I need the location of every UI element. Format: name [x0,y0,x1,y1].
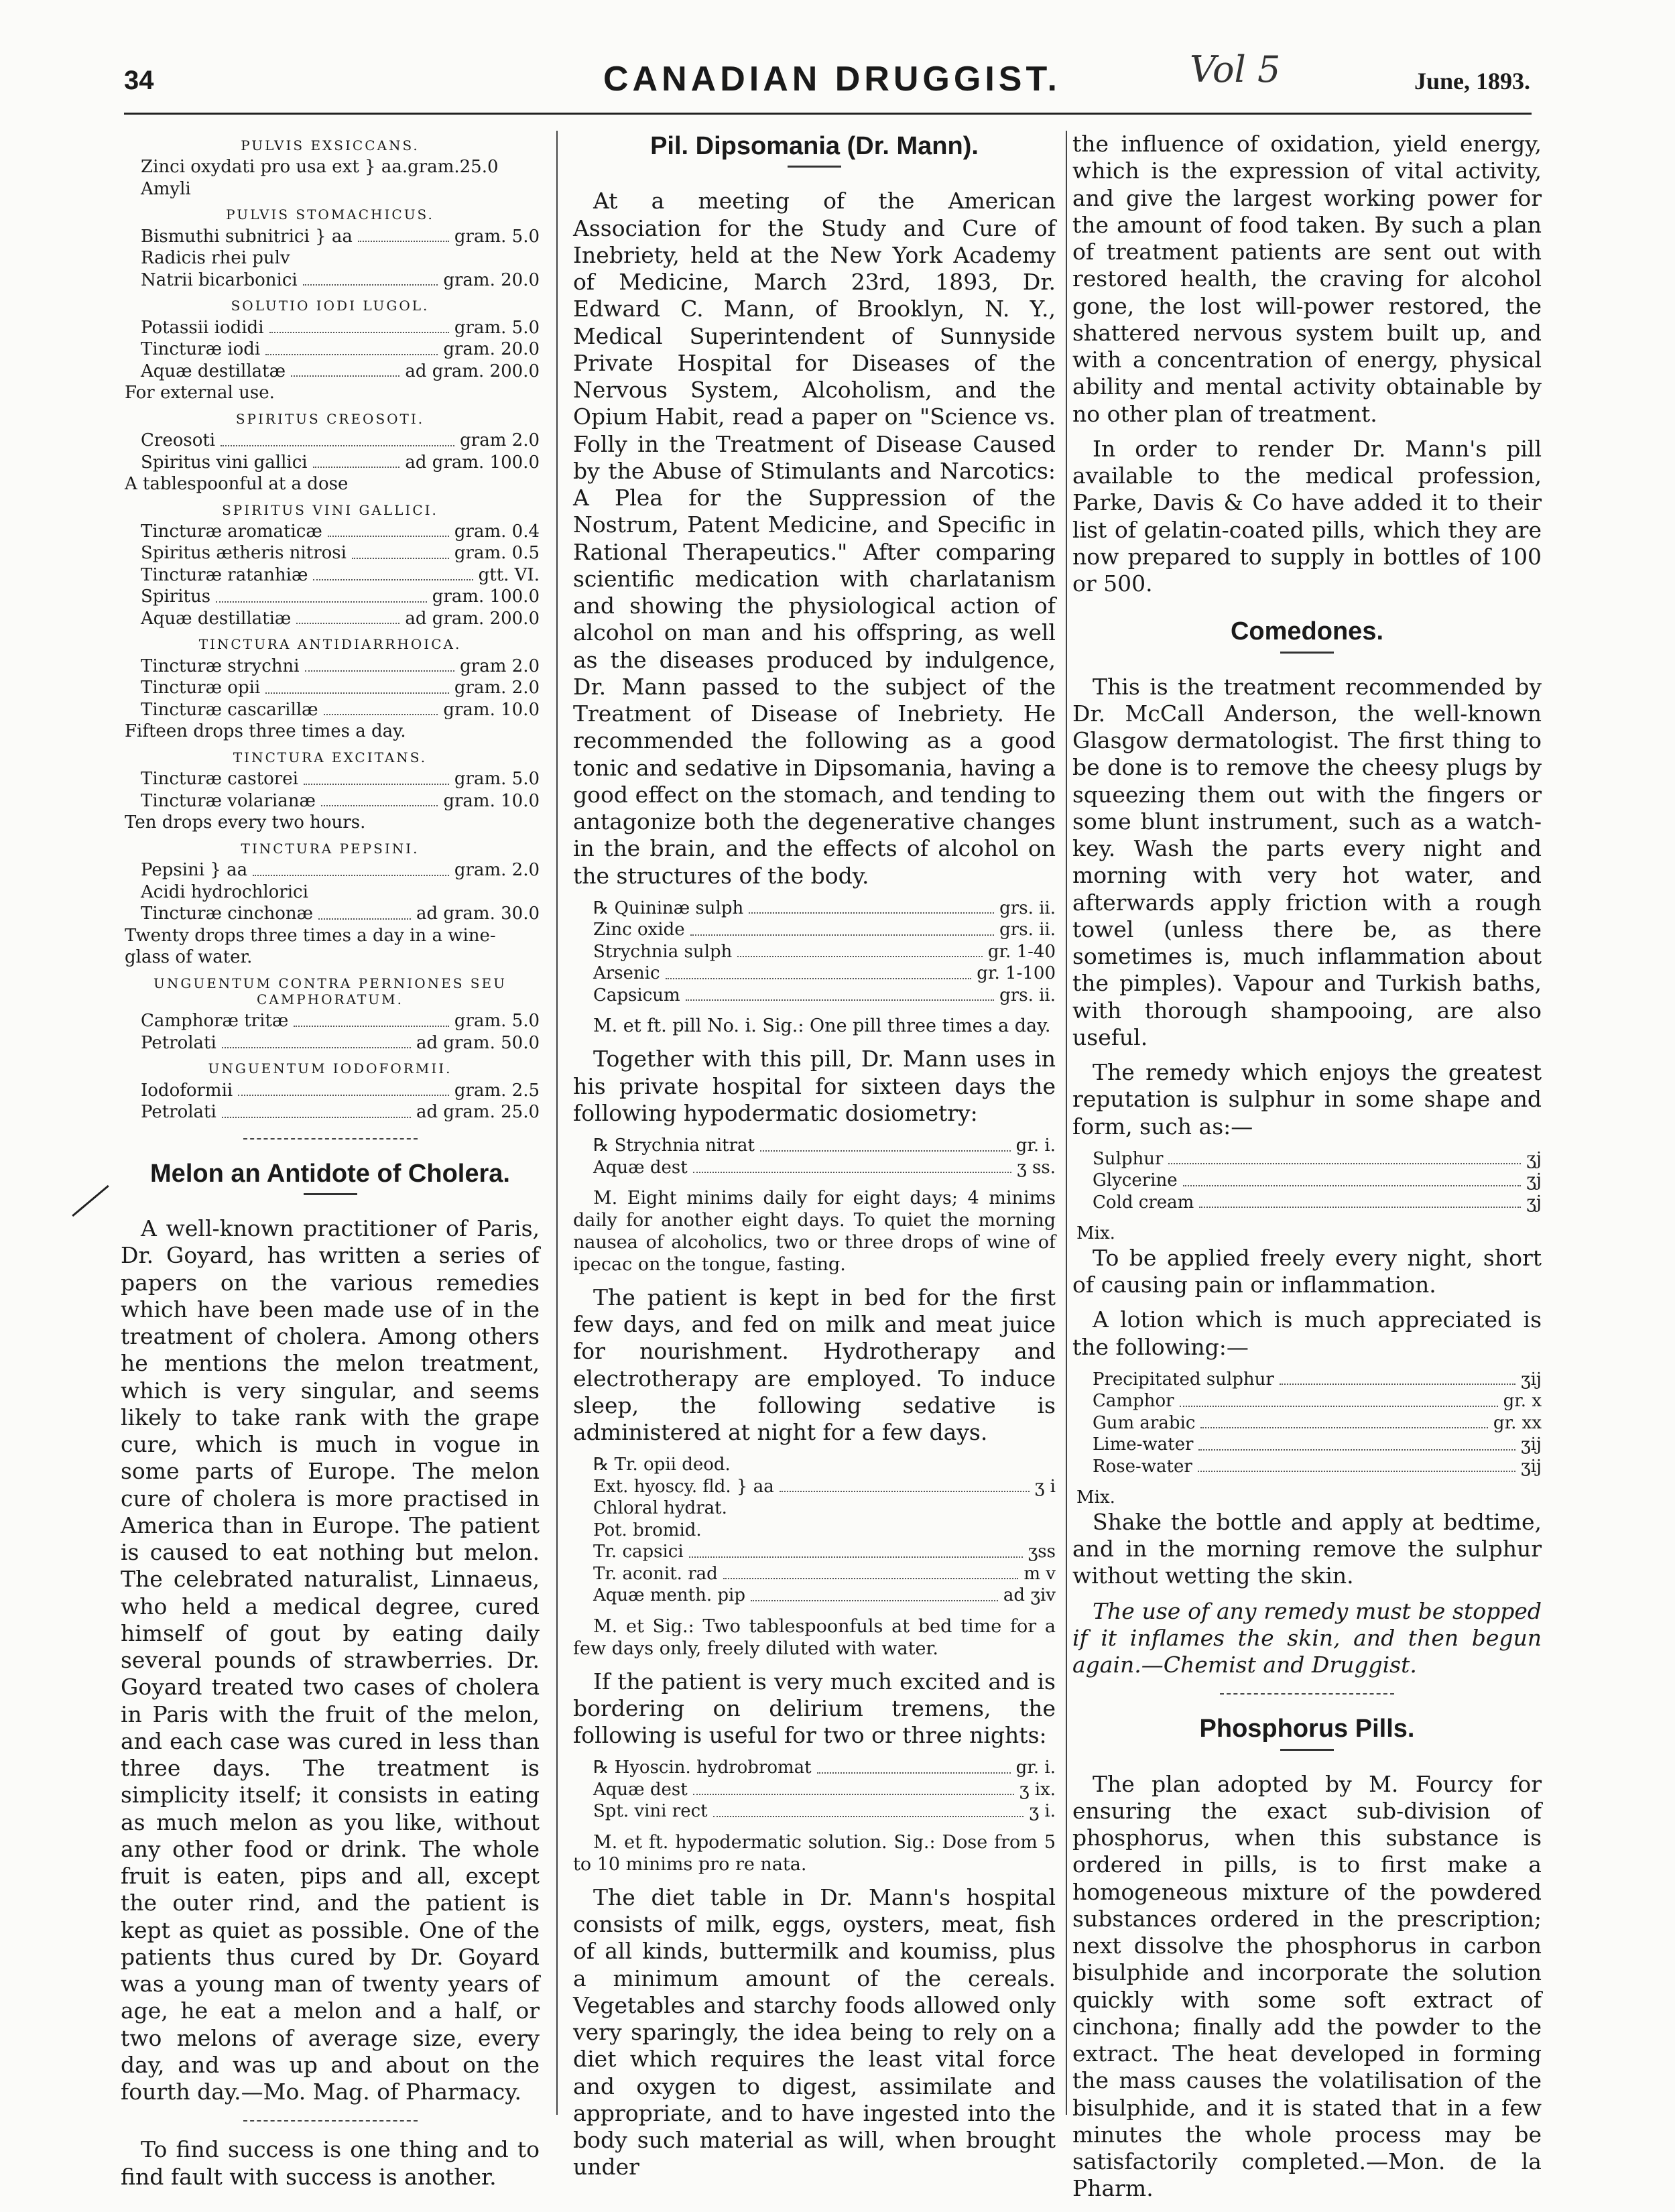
amount: ʒj [1526,1170,1542,1191]
comedones-paragraph: A lotion which is much appreciated is the following:— [1072,1306,1542,1360]
prescription-line [121,859,540,881]
prescription-line [1072,1148,1542,1170]
ingredient: Tincturæ aromaticæ [141,521,322,542]
leader-dots [324,699,438,716]
dipsomania-title: Pil. Dipsomania (Dr. Mann). [650,132,979,160]
amount: gr. i. [1015,1758,1056,1778]
comedones-paragraph: The use of any remedy must be stopped if it inflames the skin, and then begun again.—Chemist and Druggist. [1072,1597,1542,1678]
formula-title: UNGUENTUM IODOFORMII. [208,1060,452,1077]
amount: ʒ ix. [1019,1779,1056,1800]
amount: ʒij [1520,1434,1542,1455]
prescription-line [121,586,540,608]
ingredient: Spt. vini rect [593,1801,708,1822]
formula-note: A tablespoonful at a dose [125,474,349,495]
page-number: 34 [124,66,154,95]
formula-title: PULVIS STOMACHICUS. [226,206,434,223]
leader-dots [690,919,995,936]
title-rule [1280,1749,1334,1751]
ingredient: Chloral hydrat. [593,1498,727,1519]
ingredient: Sulphur [1093,1148,1164,1169]
leader-dots [1280,1369,1515,1386]
ingredient: Capsicum [593,985,680,1005]
prescription [1072,1369,1542,1478]
amount: gr. xx [1493,1412,1542,1433]
amount: ad gram. 200.0 [405,361,540,381]
prescription-line [121,521,540,543]
leader-dots [1180,1390,1498,1407]
leader-dots [318,903,411,920]
ingredient: Creosoti [141,430,216,451]
formula-note: Ten drops every two hours. [125,812,366,833]
prescription-sig: M. et ft. hypodermatic solution. Sig.: Dose from 5 to 10 minims pro re nata. [573,1831,1056,1875]
closing-quote: To find success is one thing and to find fault with success is another. [121,2136,540,2190]
ingredient: ℞ Hyoscin. hydrobromat [593,1758,812,1778]
phosphorus-title: Phosphorus Pills. [1199,1715,1415,1743]
prescription-line [573,1497,1056,1520]
melon-body: A well-known practitioner of Paris, Dr. Goyard, has written a series of papers on the various remedies which have been made use of in the treatment of cholera. Among others he mentions the melon treatment, which is very singular, and seems likely to take rank with the grape cure, which is much in vogue in some parts of Europe. The melon cure of cholera is more practised in America than in Europe. The patient is caused to eat nothing but melon. The celebrated naturalist, Linnaeus, who held a medical degree, cured himself of gout by eating daily several pounds of strawberries. Dr. Goyard treated two cases of cholera in Paris with the fruit of the melon, and each case was cured in less than three days. The treatment is simplicity itself; it consists in eating as much melon as you like, without any other food or drink. The whole fruit is eaten, pips and all, except the outer rind, and the patient is kept as quiet as possible. One of the patients thus cured by Dr. Goyard was a young man of twenty years of age, he eat a melon and a half, or two melons of average size, every day, and was up and about on the fourth day.—Mo. Mag. of Pharmacy. [121,1215,540,2105]
dipsomania-paragraph: The patient is kept in bed for the first few days, and fed on milk and meat juice for nourishment. Hydrotherapy and electrotherapy are employed. To induce sleep, the following sedative is administered at night for a few days. [573,1284,1056,1446]
ingredient: Tincturæ cinchonæ [141,904,314,924]
ingredient: Precipitated sulphur [1093,1369,1274,1390]
amount: grs. ii. [999,898,1056,918]
leader-dots [304,768,449,785]
prescription-line [121,656,540,678]
leader-dots [713,1800,1024,1817]
prescription-line [573,1476,1056,1498]
leader-dots [1199,1192,1521,1209]
ingredient: ℞ Quininæ sulph [593,898,744,918]
formula-title: SPIRITUS VINI GALLICI. [222,501,438,518]
ingredient: Amyli [141,178,191,199]
leader-dots [321,790,438,807]
amount: ad gram. 200.0 [405,608,540,629]
prescription-line [121,699,540,721]
leader-dots [313,452,400,469]
ingredient: Aquæ destillatæ [141,361,286,381]
ingredient: ℞ Strychnia nitrat [593,1135,755,1156]
prescription-line [121,156,540,178]
leader-dots [313,564,473,581]
comedones-paragraph: To be applied freely every night, short of causing pain or inflammation. [1072,1244,1542,1298]
prescription-line [1072,1192,1542,1214]
leader-dots [686,985,994,1001]
amount: m v [1023,1563,1056,1584]
amount: gr. x [1503,1391,1542,1412]
prescription-sig: M. Eight minims daily for eight days; 4 minims daily for another eight days. To quiet the morning nausea of alcoholics, two or three drops of wine of ipecac on the tongue, fasting. [573,1188,1056,1275]
amount: ad gram. 30.0 [416,904,540,924]
ingredient: Radicis rhei pulv [141,248,290,269]
leader-dots [689,1541,1023,1558]
prescription-line [1072,1170,1542,1192]
prescription-line [121,1080,540,1102]
amount: ad gram. 100.0 [405,452,540,473]
ingredient: Tincturæ castorei [141,769,298,790]
formula-title: TINCTURA PEPSINI. [241,840,420,857]
ingredient: Gum arabic [1093,1412,1196,1433]
ingredient: Aquæ dest [593,1779,688,1800]
mix-note: Mix. [1076,1487,1115,1508]
prescription-line [121,1101,540,1123]
prescription-line [573,985,1056,1007]
ingredient: Ext. hyoscy. fld. } aa [593,1476,774,1497]
comedones-paragraph: This is the treatment recommended by Dr. McCall Anderson, the well-known Glasgow dermatologist. The first thing to be done is to remove the cheesy plugs by squeezing them out with the fingers or some blunt instrument, such as a watch-key. Wash the parts every night and morning with very hot water, and afterwards apply friction with a rough towel (unless there be, as there sometimes is, much inflammation about the pimples). Vapour and Turkish baths, with thorough shampooing, are also useful. [1072,673,1542,1050]
leader-dots [737,941,983,958]
leader-dots [216,586,427,603]
page-header [0,0,1675,121]
prescription-line [573,1541,1056,1563]
leader-dots [693,1779,1014,1796]
formula-title: SPIRITUS CREOSOTI. [235,410,425,427]
amount: ʒ ss. [1017,1157,1056,1178]
prescription-line [121,178,540,200]
amount: gr. 1-100 [977,963,1056,984]
dipsomania-paragraph: At a meeting of the American Association for the Study and Cure of Inebriety, held at the New York Academy of Medicine, March 23rd, 1893, Dr. Edward C. Mann, of Brooklyn, N. Y., Medical Superintendent of Sunnyside Private Hospital for Diseases of the Nervous System, Alcoholism, and the Opium Habit, read a paper on "Science vs. Folly in the Treatment of Disease Caused by the Abuse of Stimulants and Narcotics: A Plea for the Suppression of the Nostrum, Patent Medicine, and Specific in Rational Therapeutics." After comparing scientific medication with charlatanism and showing the physiological action of alcohol on man and his offspring, as well as the diseases produced by indulgence, Dr. Mann passed to the subject of the Treatment of Disease of Inebriety. He recommended the following as a good tonic and sedative in Dipsomania, having a good effect on the stomach, and tending to antagonize both the degenerative changes in the brain, and the effects of alcohol on the structures of the body. [573,188,1056,889]
prescription-line [573,1135,1056,1157]
comedones-paragraph: The remedy which enjoys the greatest reputation is sulphur in some shape and form, such as:— [1072,1059,1542,1140]
pen-stroke [72,1185,109,1217]
divider [243,2120,418,2122]
comedones-paragraph: Shake the bottle and apply at bedtime, and in the morning remove the sulphur without wetting the skin. [1072,1508,1542,1589]
ingredient: Tincturæ iodi [141,339,261,360]
ingredient: Tr. aconit. rad [593,1563,718,1584]
column-divider [556,131,558,2115]
leader-dots [222,1101,411,1118]
prescription-line [121,564,540,587]
formula-title: SOLUTIO IODI LUGOL. [231,298,430,314]
prescription-line [121,269,540,292]
prescription-line [121,226,540,248]
prescription-line [573,919,1056,941]
ingredient: Iodoformii [141,1080,233,1101]
amount: ad gram. 25.0 [416,1102,540,1123]
amount: gram. 2.0 [454,678,540,698]
ingredient: Aquæ menth. pip [593,1585,745,1606]
title-rule [1280,652,1334,654]
prescription-sig: M. et ft. pill No. i. Sig.: One pill three times a day. [593,1016,1051,1037]
amount: ʒss [1028,1542,1056,1562]
formula-title: PULVIS EXSICCANS. [241,137,420,153]
leader-dots [817,1757,1011,1774]
ingredient: Potassii iodidi [141,317,264,338]
amount: gram. 20.0 [443,269,540,290]
ingredient: Spiritus [141,587,211,607]
amount: gram. 5.0 [454,317,540,338]
prescription [573,1757,1056,1823]
prescription-line [1072,1434,1542,1456]
formula-note: Twenty drops three times a day in a wine-glass of water. [125,925,496,968]
formula-title: TINCTURA ANTIDIARRHOICA. [198,636,462,653]
leader-dots [253,859,449,876]
prescription [573,898,1056,1007]
leader-dots [222,1032,411,1049]
formula-title: UNGUENTUM CONTRA PERNIONES SEU CAMPHORATUM. [153,975,507,1008]
prescription-line [121,452,540,474]
leader-dots [666,963,972,979]
leader-dots [358,226,449,243]
ingredient: Natrii bicarbonici [141,269,298,290]
ingredient: Bismuthi subnitrici } aa [141,226,353,247]
prescription-line [573,1157,1056,1179]
leader-dots [1198,1434,1515,1451]
ingredient: Rose-water [1093,1456,1192,1477]
prescription-line [573,941,1056,963]
phosphorus-paragraph: The plan adopted by M. Fourcy for ensuring the exact sub-division of phosphorus, when this substance is ordered in pills, is to first make a homogeneous mixture of the powdered substances ordered in the prescription; next dissolve the phosphorus in carbon bisulphide and incorporate the solution quickly with some soft extract of cinchona; finally add the powder to the extract. The heat developed in forming the mass causes the volatilisation of the bisulphide, and it is stated that in a few minutes the whole process may be satisfactorily completed.—Mon. de la Pharm. [1072,1770,1542,2202]
prescription-line [573,1757,1056,1779]
amount: gram. 2.5 [454,1080,540,1101]
leader-dots [238,1080,449,1097]
column-divider [1066,131,1067,2115]
prescription-line [1072,1412,1542,1434]
amount: gram. 5.0 [454,226,540,247]
ingredient: Arsenic [593,963,660,984]
mix-note: Mix. [1076,1223,1115,1244]
header-rule [124,113,1532,115]
prescription [573,1454,1056,1607]
ingredient: Strychnia sulph [593,941,733,962]
ingredient: Tincturæ volarianæ [141,790,316,811]
leader-dots [1168,1148,1521,1165]
amount: ʒij [1520,1456,1542,1477]
amount: ʒij [1520,1369,1542,1390]
amount: gram. 0.5 [454,543,540,564]
leader-dots [265,339,438,355]
leader-dots [291,361,399,377]
ingredient: Petrolati [141,1102,216,1123]
amount: ʒj [1526,1148,1542,1169]
amount: gram 2.0 [460,656,540,676]
prescription-line [121,790,540,812]
leader-dots [296,608,399,625]
title-rule [304,1193,357,1195]
prescription-line [1072,1369,1542,1391]
leader-dots [760,1135,1011,1152]
amount: grs. ii. [999,920,1056,940]
ingredient: Camphor [1093,1391,1174,1412]
title-rule [788,166,841,168]
ingredient: Tr. capsici [593,1542,684,1562]
amount: gram. 100.0 [432,587,540,607]
ingredient: Spiritus vini gallici [141,452,308,473]
dipsomania-paragraph: The diet table in Dr. Mann's hospital consists of milk, eggs, oysters, meat, fish of all kinds, buttermilk and koumiss, plus a minimum amount of the cereals. Vegetables and starchy foods allowed only very sparingly, the idea being to rely on a diet which requires the least vital force and oxygen to digest, assimilate and appropriate, and to have ingested into the body such material as will, when brought under [573,1884,1056,2180]
ingredient: Aquæ dest [593,1157,688,1178]
leader-dots [723,1563,1019,1580]
leader-dots [328,521,449,538]
continued-paragraph: the influence of oxidation, yield energy, which is the expression of vital activity, and give the largest working power for the amount of food taken. By such a plan of treatment patients are sent out with restored health, the craving for alcohol gone, the lost will-power restored, the shattered nervous system built up, and with a concentration of energy, physical ability and mental activity obtainable by no other plan of treatment. [1072,131,1542,427]
prescription-line [121,608,540,630]
ingredient: Acidi hydrochlorici [141,881,308,902]
prescription-line [573,898,1056,920]
prescription-line [121,903,540,925]
leader-dots [693,1157,1011,1174]
leader-dots [294,1010,449,1027]
leader-dots [305,656,455,672]
comedones-title: Comedones. [1230,617,1384,646]
prescription [1072,1148,1542,1214]
leader-dots [751,1585,998,1601]
ingredient: Tincturæ cascarillæ [141,699,318,720]
ingredient: Zinci oxydati pro usa ext } aa.gram.25.0 [141,157,499,178]
ingredient: Spiritus ætheris nitrosi [141,543,347,564]
availability-paragraph: In order to render Dr. Mann's pill available to the medical profession, Parke, Davis & Co have added it to their list of gelatin-coated pills, which they are now prepared to supply in bottles of 100 or 500. [1072,435,1542,597]
prescription-line [121,768,540,790]
prescription-line [121,339,540,361]
leader-dots [749,898,994,914]
ingredient: Zinc oxide [593,920,685,940]
leader-dots [1198,1456,1515,1473]
ingredient: Glycerine [1093,1170,1178,1191]
handwritten-note: Vol 5 [1190,48,1281,90]
amount: ʒ i. [1029,1801,1056,1822]
formula-note: For external use. [125,383,275,404]
prescription-line [121,677,540,699]
amount: ad ʒiv [1003,1585,1056,1606]
prescription-line [121,361,540,383]
amount: gram. 2.0 [454,860,540,881]
melon-title: Melon an Antidote of Cholera. [150,1159,510,1188]
prescription-sig: M. et Sig.: Two tablespoonfuls at bed time for a few days only, freely diluted with water. [573,1615,1056,1659]
leader-dots [780,1476,1030,1493]
ingredient: Camphoræ tritæ [141,1011,289,1032]
prescription-line [573,1563,1056,1585]
amount: ad gram. 50.0 [416,1032,540,1053]
amount: ʒ i [1034,1476,1056,1497]
amount: ʒj [1526,1192,1542,1213]
ingredient: Pepsini } aa [141,860,248,881]
column-1 [121,131,540,2199]
ingredient: Tincturæ ratanhiæ [141,564,308,585]
prescription-line [573,1800,1056,1823]
prescription-line [121,317,540,339]
amount: grs. ii. [999,985,1056,1005]
amount: gtt. VI. [478,564,540,585]
ingredient: Pot. bromid. [593,1520,702,1540]
column-2 [573,131,1056,2189]
prescription-line [121,247,540,269]
amount: gram. 20.0 [443,339,540,360]
prescription-line [1072,1390,1542,1412]
leader-dots [303,269,438,286]
prescription-line [573,1779,1056,1801]
formula-title: TINCTURA EXCITANS. [233,749,428,765]
prescription-line [121,881,540,904]
amount: gram. 10.0 [443,790,540,811]
divider [1220,1693,1394,1695]
prescription-line [1072,1456,1542,1478]
dipsomania-paragraph: Together with this pill, Dr. Mann uses in his private hospital for sixteen days the following hypodermatic dosiometry: [573,1046,1056,1126]
ingredient: Cold cream [1093,1192,1194,1213]
prescription-line [121,1032,540,1054]
divider [243,1138,418,1140]
ingredient: Aquæ destillatiæ [141,608,292,629]
prescription-line [573,1585,1056,1607]
prescription-line [121,1010,540,1032]
ingredient: Lime-water [1093,1434,1194,1455]
formula-list [121,137,540,1123]
ingredient: Tincturæ strychni [141,656,300,676]
dipsomania-paragraph: If the patient is very much excited and is bordering on delirium tremens, the following is useful for two or three nights: [573,1668,1056,1749]
prescription-line [573,963,1056,985]
prescription-line [121,430,540,452]
prescription-line [121,542,540,564]
leader-dots [1183,1170,1522,1186]
prescription-line [573,1520,1056,1542]
leader-dots [221,430,454,446]
formula-note: Fifteen drops three times a day. [125,721,406,742]
leader-dots [352,542,449,559]
amount: gram. 0.4 [454,521,540,542]
ingredient: Tincturæ opii [141,678,261,698]
leader-dots [269,317,449,334]
issue-date: June, 1893. [1414,68,1531,95]
amount: gr. i. [1015,1135,1056,1156]
ingredient: ℞ Tr. opii deod. [593,1455,731,1475]
leader-dots [1200,1412,1488,1429]
amount: gram 2.0 [460,430,540,451]
prescription-line [573,1454,1056,1476]
amount: gram. 5.0 [454,1011,540,1032]
column-3 [1072,131,1542,2211]
masthead: CANADIAN DRUGGIST. [603,60,1061,99]
amount: gram. 5.0 [454,769,540,790]
ingredient: Petrolati [141,1032,216,1053]
leader-dots [265,677,449,694]
amount: gram. 10.0 [443,699,540,720]
amount: gr. 1-40 [987,941,1056,962]
prescription [573,1135,1056,1178]
